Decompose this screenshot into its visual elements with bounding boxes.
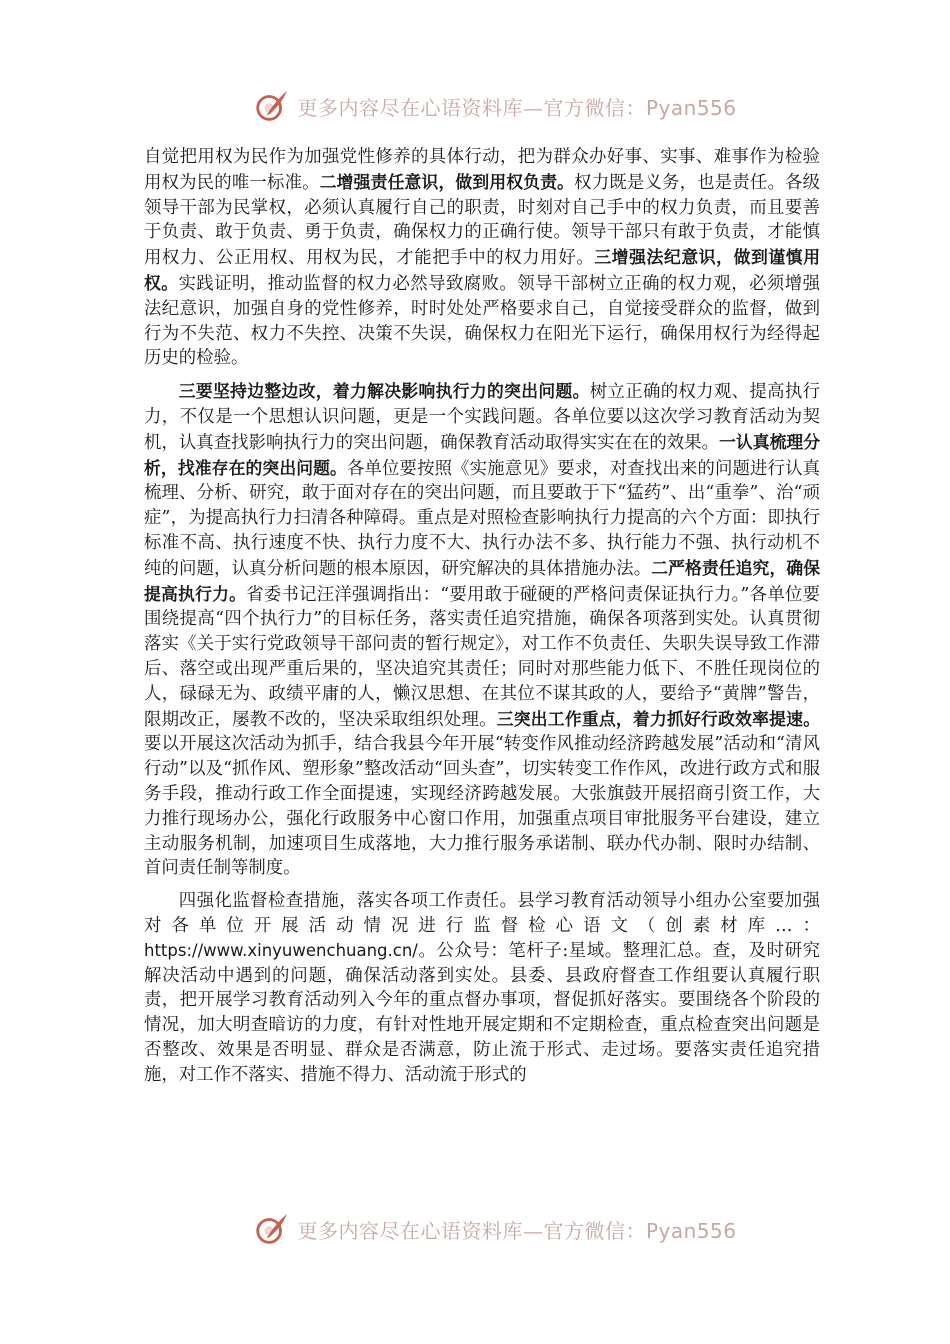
bold-heading: 二严格责任追究，确保提高执行力。 — [144, 557, 820, 604]
text-run: 省委书记汪洋强调指出：“要用敢于碰硬的严格问责保证执行力。”各单位要围绕提高“四个执行力”的目标任务，落实责任追究措施，确保各项落到实处。认真贯彻落实《关于实行党政领导干部问责的暂行规定》，对工作不负责任、失职失误导致工作滞后、落空或出现严重后果的，坚决追究其责任；同时对那些能力低下、不胜任现岗位的人，碌碌无为、政绩平庸的人，懒汉思想、在其位不谋其政的人，要给予“黄牌”警告，限期改正，屡教不改的，坚决采取组织处理。 — [144, 584, 820, 730]
text-run: 树立正确的权力观、提高执行力，不仅是一个思想认识问题，更是一个实践问题。各单位要以这次学习教育活动为契机，认真查找影响执行力的突出问题，确保教育活动取得实实在在的效果。 — [144, 382, 820, 453]
header-banner — [0, 86, 950, 126]
text-run: 权力既是义务，也是责任。各级领导干部为民掌权，必须认真履行自己的职责，时刻对自己手中的权力负责，而且要善于负责、敢于负责、勇于负责，确保权力的正确行使。领导干部只有敢于负责，才能慎用权力、公正用权、用权为民，才能把手中的权力用好。 — [144, 172, 820, 269]
text-run: 。公众号：笔杆子:星域。整理汇总。查，及时研究解决活动中遇到的问题，确保活动落到实处。县委、县政府督查工作组要认真履行职责，把开展学习教育活动列入今年的重点督办事项，督促抓好落实。要围绕各个阶段的情况，加大明查暗访的力度，有针对性地开展定期和不定期检查，重点检查突出问题是否整改、效果是否明显、群众是否满意，防止流于形式、走过场。要落实责任追究措施，对工作不落实、措施不得力、活动流于形式的 — [144, 940, 820, 1085]
text-run: 要以开展这次活动为抓手，结合我县今年开展“转变作风推动经济跨越发展”活动和“清风行动”以及“抓作风、塑形象”整改活动“回头查”，切实转变工作作风，改进行政方式和服务手段，推动行政工作全面提速，实现经济跨越发展。大张旗鼓开展招商引资工作，大力推行现场办公，强化行政服务中心窗口作用，加强重点项目审批服务平台建设，建立主动服务机制，加速项目生成落地，大力推行服务承诺制、联办代办制、限时办结制、首问责任制等制度。 — [144, 734, 820, 879]
text-run: 实践证明，推动监督的权力必然导致腐败。领导干部树立正确的权力观，必须增强法纪意识，加强自身的党性修养，时时处处严格要求自己，自觉接受群众的监督，做到行为不失范、权力不失控、决策不失误，确保权力在阳光下运行，确保用权行为经得起历史的检验。 — [144, 273, 820, 369]
text-run: 四强化监督检查措施，落实各项工作责任。县学习教育活动领导小组办公室要加强对各单位开展活动情况进行监督检心语文（创素材库…： — [144, 891, 820, 936]
footer-banner — [0, 1209, 950, 1249]
paragraph — [144, 379, 820, 881]
bold-heading: 三增强法纪意识，做到谨慎用权。 — [144, 247, 820, 293]
banner-text: 更多内容尽在心语资料库—官方微信：Pyan556 — [297, 1218, 737, 1243]
paragraph — [144, 145, 820, 371]
bold-heading: 三突出工作重点，着力抓好行政效率提速。 — [496, 708, 820, 729]
text-run: 各单位要按照《实施意见》要求，对查找出来的问题进行认真梳理、分析、研究，敢于面对存在的突出问题，而且要敢于下“猛药”、出“重拳”、治“顽症”，为提高执行力扫清各种障碍。重点是对照检查影响执行力提高的六个方面：即执行标准不高、执行速度不快、执行力度不大、执行办法不多、执行能力不强、执行动机不纯的问题，认真分析问题的根本原因，研究解决的具体措施办法。 — [144, 458, 820, 579]
quill-logo-icon — [253, 1210, 291, 1248]
quill-logo-icon — [253, 87, 291, 125]
bold-heading: 一认真梳理分析，找准存在的突出问题。 — [144, 431, 820, 478]
text-run: 自觉把用权为民作为加强党性修养的具体行动，把为群众办好事、实事、难事作为检验用权为民的唯一标准。 — [144, 147, 820, 193]
paragraph — [144, 889, 820, 1087]
document-body — [144, 145, 820, 1087]
url-text: https://www.xinyuwenchuang.cn/ — [144, 940, 418, 960]
bold-heading: 二增强责任意识，做到用权负责。 — [319, 171, 575, 192]
bold-heading: 三要坚持边整边改，着力解决影响执行力的突出问题。 — [178, 381, 590, 402]
banner-text: 更多内容尽在心语资料库—官方微信：Pyan556 — [297, 95, 737, 120]
